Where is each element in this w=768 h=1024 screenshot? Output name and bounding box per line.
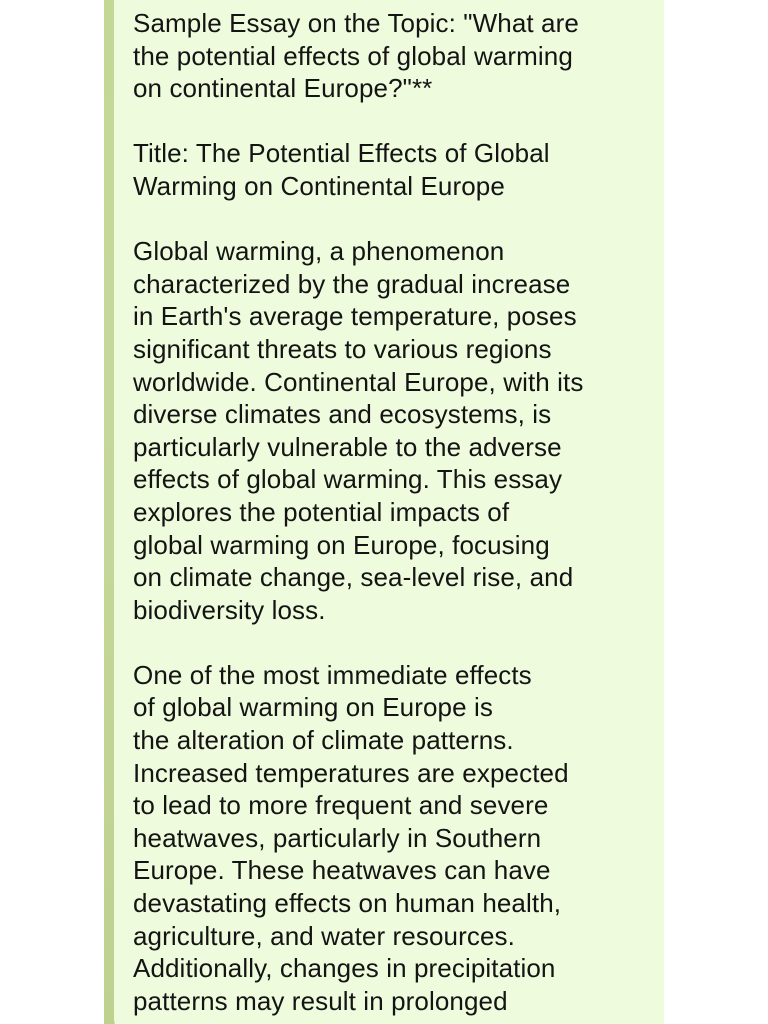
text-line: Increased temperatures are expected — [133, 757, 569, 788]
essay-climate-paragraph — [133, 659, 658, 1018]
text-line: Additionally, changes in precipitation — [133, 953, 556, 984]
text-line: particularly vulnerable to the adverse — [133, 431, 562, 462]
text-line: global warming on Europe, focusing — [133, 529, 550, 560]
text-line: on climate change, sea-level rise, and — [133, 562, 574, 593]
text-line: in Earth's average temperature, poses — [133, 301, 577, 332]
text-line: explores the potential impacts of — [133, 496, 510, 527]
essay-title-paragraph — [133, 137, 658, 202]
text-line: devastating effects on human health, — [133, 888, 562, 919]
text-line: Warming on Continental Europe — [133, 170, 505, 201]
text-line: Europe. These heatwaves can have — [133, 855, 551, 886]
text-line: biodiversity loss. — [133, 594, 326, 625]
text-line: the alteration of climate patterns. — [133, 725, 514, 756]
text-line: worldwide. Continental Europe, with its — [133, 366, 584, 397]
text-line: agriculture, and water resources. — [133, 920, 515, 951]
essay-intro-paragraph — [133, 235, 658, 626]
text-line: Title: The Potential Effects of Global — [133, 138, 550, 169]
essay-heading-paragraph — [133, 7, 658, 105]
text-line: significant threats to various regions — [133, 333, 552, 364]
text-line: Global warming, a phenomenon — [133, 236, 505, 267]
message-text[interactable] — [133, 7, 658, 1024]
text-line: characterized by the gradual increase — [133, 268, 571, 299]
text-line: heatwaves, particularly in Southern — [133, 822, 542, 853]
text-line: Sample Essay on the Topic: "What are — [133, 8, 579, 38]
text-line: the potential effects of global warming — [133, 40, 573, 71]
text-line: to lead to more frequent and severe — [133, 790, 549, 821]
text-line: patterns may result in prolonged — [133, 985, 508, 1016]
text-line: of global warming on Europe is — [133, 692, 493, 723]
text-line: One of the most immediate effects — [133, 659, 532, 690]
text-line: diverse climates and ecosystems, is — [133, 399, 552, 430]
text-line: effects of global warming. This essay — [133, 464, 563, 495]
text-line: on continental Europe?"** — [133, 73, 433, 104]
